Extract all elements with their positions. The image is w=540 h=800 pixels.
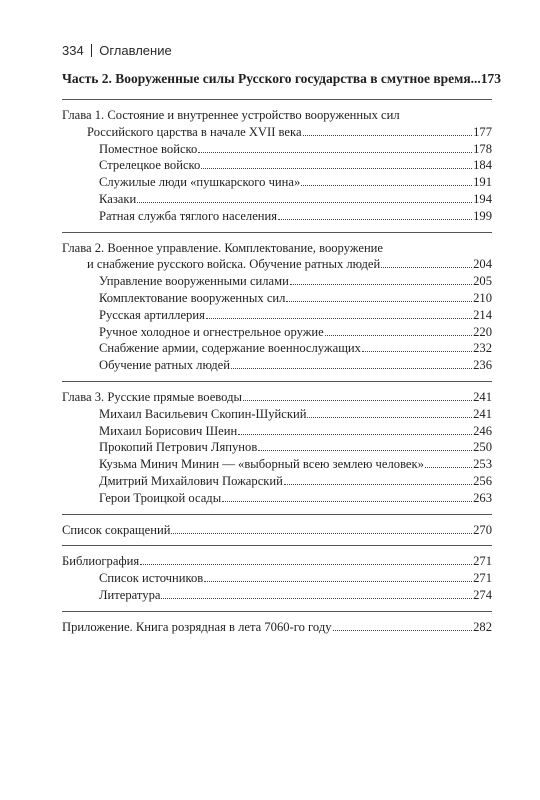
toc-item <box>62 307 492 324</box>
dot-leader <box>243 389 472 401</box>
section-divider <box>62 381 492 382</box>
dot-leader <box>381 257 472 269</box>
dot-leader <box>307 406 472 418</box>
chapter-3-page: 241 <box>473 389 492 404</box>
chapter-1-title-line2: Российского царства в начале XVII века <box>87 124 302 139</box>
toc-item-page: 184 <box>473 158 492 173</box>
abbreviations-title: Список сокращений <box>62 522 171 537</box>
toc-item <box>62 290 492 307</box>
dot-leader <box>204 570 472 582</box>
toc-item <box>62 439 492 456</box>
dot-leader <box>284 473 472 485</box>
dot-leader <box>362 341 472 353</box>
toc-item-title: Дмитрий Михайлович Пожарский <box>99 473 283 488</box>
toc-item <box>62 324 492 341</box>
toc-item-page: 205 <box>473 274 492 289</box>
dot-leader <box>238 423 472 435</box>
chapter-2-page: 204 <box>473 257 492 272</box>
appendix-title: Приложение. Книга розрядная в лета 7060-го году <box>62 619 332 634</box>
toc-item <box>62 340 492 357</box>
dot-leader <box>198 141 472 153</box>
toc-item-page: 178 <box>473 141 492 156</box>
toc-item <box>62 157 492 174</box>
toc-item-page: 214 <box>473 307 492 322</box>
toc-item-page: 250 <box>473 440 492 455</box>
bibliography-title: Библиография <box>62 554 140 569</box>
chapter-1-entry <box>62 124 492 141</box>
section-title: Оглавление <box>99 43 172 58</box>
toc-item-title: Русская артиллерия <box>99 307 205 322</box>
toc-item-title: Литература <box>99 587 161 602</box>
dot-leader <box>137 191 472 203</box>
toc-item <box>62 423 492 440</box>
dot-leader <box>171 522 472 534</box>
part-page: 173 <box>480 71 502 86</box>
dot-leader <box>161 587 472 599</box>
toc-part-heading <box>62 70 502 88</box>
dot-leader <box>286 290 472 302</box>
toc-item-page: 194 <box>473 191 492 206</box>
toc-item <box>62 191 492 208</box>
toc-item-page: 256 <box>473 473 492 488</box>
chapter-3-title: Глава 3. Русские прямые воеводы <box>62 389 242 404</box>
toc-item-title: Кузьма Минич Минин — «выборный всею землею человек» <box>99 457 424 472</box>
toc-item-title: Поместное войско <box>99 141 198 156</box>
toc-item <box>62 141 492 158</box>
dot-leader <box>140 554 472 566</box>
toc-item-page: 241 <box>473 406 492 421</box>
toc-item <box>62 357 492 374</box>
section-divider <box>62 545 492 546</box>
toc-item-title: Казаки <box>99 191 137 206</box>
chapter-1-title-line1: Глава 1. Состояние и внутреннее устройство вооруженных сил <box>62 108 400 122</box>
abbreviations-page: 270 <box>473 522 492 537</box>
toc-item-title: Прокопий Петрович Ляпунов <box>99 440 258 455</box>
toc-item-page: 191 <box>473 175 492 190</box>
toc-item-page: 263 <box>473 490 492 505</box>
toc-item <box>62 208 492 225</box>
header-separator <box>91 44 93 57</box>
toc-item-page: 232 <box>473 341 492 356</box>
toc-item-page: 220 <box>473 324 492 339</box>
chapter-2-title-line2: и снабжение русского войска. Обучение ратных людей <box>87 257 381 272</box>
toc-item-title: Служилые люди «пушкарского чина» <box>99 175 301 190</box>
toc-item-page: 253 <box>473 457 492 472</box>
dot-leader <box>303 124 473 136</box>
dot-leader <box>301 174 472 186</box>
toc-item-page: 199 <box>473 208 492 223</box>
appendix-entry <box>62 619 492 636</box>
chapter-2-title-line1: Глава 2. Военное управление. Комплектование, вооружение <box>62 240 384 255</box>
toc-item <box>62 587 492 604</box>
toc-item <box>62 456 492 473</box>
chapter-2-entry <box>62 256 492 273</box>
dot-leader <box>206 307 472 319</box>
toc-item-page: 210 <box>473 290 492 305</box>
toc-item <box>62 174 492 191</box>
toc-item <box>62 570 492 587</box>
chapter-3-entry <box>62 389 492 406</box>
toc-item-title: Список источников <box>99 571 204 586</box>
toc-item <box>62 490 492 507</box>
table-of-contents <box>62 70 502 636</box>
dot-leader <box>231 357 472 369</box>
abbreviations-entry <box>62 522 492 539</box>
dot-leader <box>333 619 473 631</box>
toc-item-title: Снабжение армии, содержание военнослужащих <box>99 341 361 356</box>
page-number: 334 <box>62 43 84 58</box>
bibliography-page: 271 <box>473 554 492 569</box>
appendix-page: 282 <box>473 619 492 634</box>
dot-leader <box>258 440 472 452</box>
part-title: Часть 2. Вооруженные силы Русского государства в смутное время... <box>62 71 481 86</box>
toc-item-title: Ратная служба тяглого населения <box>99 208 278 223</box>
dot-leader <box>222 490 472 502</box>
dot-leader <box>278 208 472 220</box>
running-head <box>62 43 172 58</box>
toc-item <box>62 273 492 290</box>
toc-item-title: Обучение ратных людей <box>99 358 230 373</box>
toc-item-title: Стрелецкое войско <box>99 158 201 173</box>
toc-item <box>62 473 492 490</box>
toc-item-title: Комплектование вооруженных сил <box>99 290 286 305</box>
toc-item-title: Михаил Васильевич Скопин-Шуйский <box>99 406 307 421</box>
toc-item-title: Ручное холодное и огнестрельное оружие <box>99 324 324 339</box>
section-divider <box>62 232 492 233</box>
chapter-1-page: 177 <box>473 124 492 139</box>
section-divider <box>62 611 492 612</box>
section-divider <box>62 514 492 515</box>
section-divider <box>62 99 492 100</box>
toc-item <box>62 406 492 423</box>
toc-item-title: Герои Троицкой осады <box>99 490 222 505</box>
toc-item-page: 271 <box>473 571 492 586</box>
dot-leader <box>325 324 472 336</box>
bibliography-entry <box>62 553 492 570</box>
toc-item-page: 246 <box>473 423 492 438</box>
dot-leader <box>425 456 472 468</box>
toc-item-title: Управление вооруженными силами <box>99 274 289 289</box>
toc-item-page: 236 <box>473 358 492 373</box>
toc-item-page: 274 <box>473 587 492 602</box>
toc-item-title: Михаил Борисович Шеин <box>99 423 238 438</box>
dot-leader <box>201 158 472 170</box>
dot-leader <box>290 273 472 285</box>
